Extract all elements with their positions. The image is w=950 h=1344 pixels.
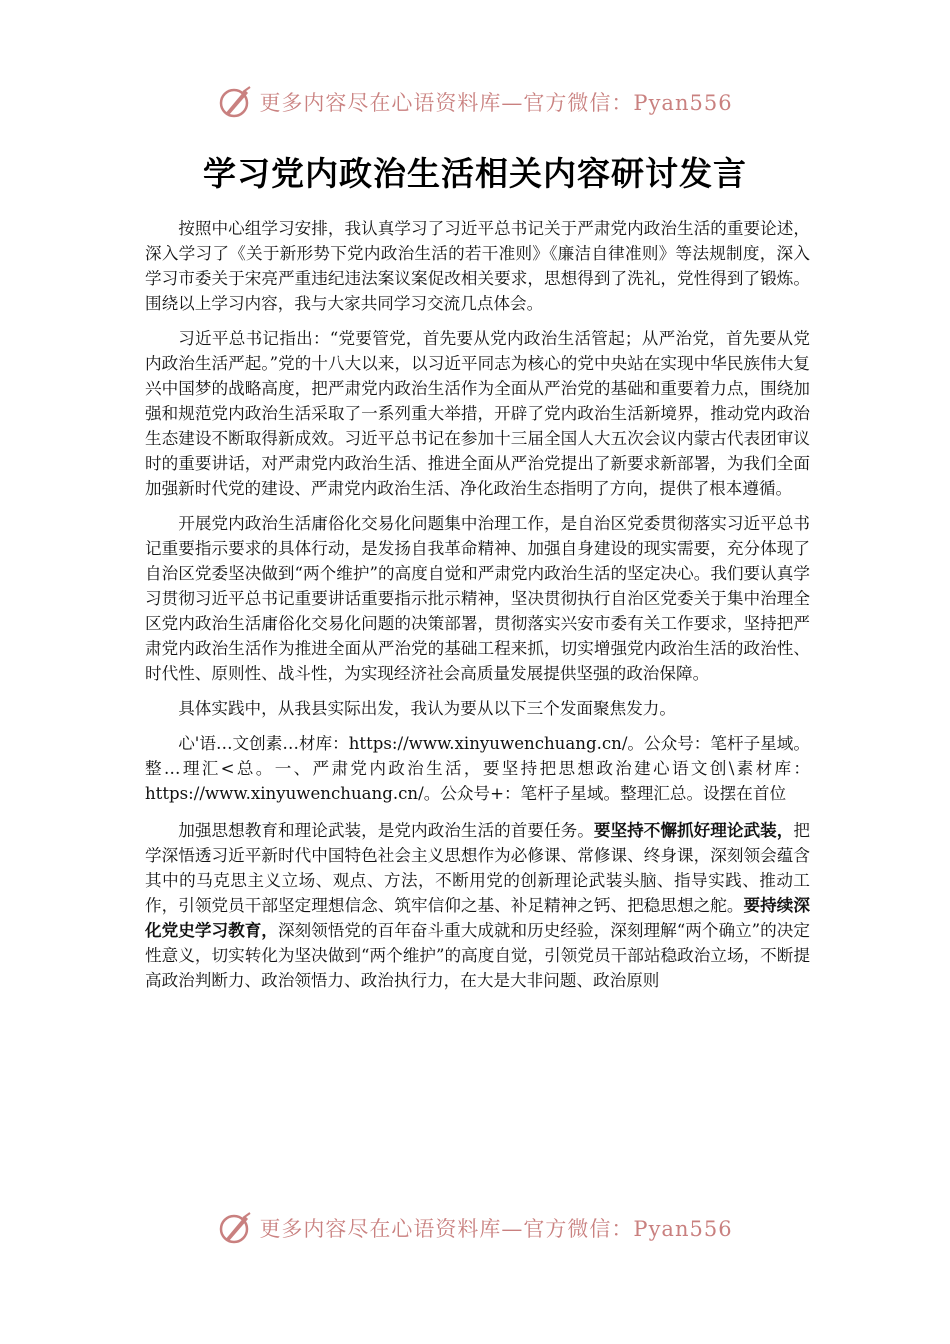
quill-logo-icon [217, 84, 253, 120]
paragraph-2: 习近平总书记指出：“党要管党，首先要从党内政治生活管起；从严治党，首先要从党内政治生活严起。”党的十八大以来，以习近平同志为核心的党中央站在实现中华民族伟大复兴中国梦的战略高度，把严肃党内政治生活作为全面从严治党的基础和重要着力点，围绕加强和规范党内政治生活采取了一系列重大举措，开辟了党内政治生活新境界，推动党内政治生态建设不断取得新成效。习近平总书记在参加十三届全国人大五次会议内蒙古代表团审议时的重要讲话，对严肃党内政治生活、推进全面从严治党提出了新要求新部署，为我们全面加强新时代党的建设、严肃党内政治生活、净化政治生态指明了方向，提供了根本遵循。 [145, 329, 810, 498]
paragraph-4: 具体实践中，从我县实际出发，我认为要从以下三个发面聚焦发力。 [178, 699, 676, 718]
paragraph-6-emphasis-2: 要持续深化党史学习教育， [145, 895, 811, 940]
paragraph-3: 开展党内政治生活庸俗化交易化问题集中治理工作，是自治区党委贯彻落实习近平总书记重要指示要求的具体行动，是发扬自我革命精神、加强自身建设的现实需要，充分体现了自治区党委坚决做到“两个维护”的高度自觉和严肃党内政治生活的坚定决心。我们要认真学习贯彻习近平总书记重要讲话重要指示批示精神，坚决贯彻执行自治区党委关于集中治理全区党内政治生活庸俗化交易化问题的决策部署，贯彻落实兴安市委有关工作要求，坚持把严肃党内政治生活作为推进全面从严治党的基础工程来抓，切实增强党内政治生活的政治性、时代性、原则性、战斗性，为实现经济社会高质量发展提供坚强的政治保障。 [145, 514, 810, 683]
paragraph-6-body-1: 把学深悟透习近平新时代中国特色社会主义思想作为必修课、常修课、终身课，深刻领会蕴含其中的马克思主义立场、观点、方法，不断用党的创新理论武装头脑、指导实践、推动工作，引领党员干部坚定理想信念、筑牢信仰之基、补足精神之钙、把稳思想之舵。 [145, 821, 810, 915]
footer-banner [0, 1210, 950, 1246]
paragraph-5: 心'语…文创素…材库：https://www.xinyuwenchuang.cn/。公众号：笔杆子星域。整…理汇<总。一、严肃党内政治生活，要坚持把思想政治建心语文创\素材库：https://www.xinyuwenchuang.cn/。公众号+：笔杆子星域。整理汇总。设摆在首位 [145, 734, 810, 803]
footer-banner-text: 更多内容尽在心语资料库—官方微信：Pyan556 [259, 1217, 733, 1241]
document-body [145, 216, 810, 1003]
header-banner [0, 84, 950, 120]
paragraph-6-body-2: 深刻领悟党的百年奋斗重大成就和历史经验，深刻理解“两个确立”的决定性意义，切实转化为坚决做到“两个维护”的高度自觉，引领党员干部站稳政治立场，不断提高政治判断力、政治领悟力、政治执行力，在大是大非问题、政治原则 [145, 921, 811, 990]
paragraph-6-lead: 加强思想教育和理论武装，是党内政治生活的首要任务。 [178, 821, 594, 840]
paragraph-6 [145, 818, 810, 993]
header-banner-text: 更多内容尽在心语资料库—官方微信：Pyan556 [259, 91, 733, 115]
paragraph-1: 按照中心组学习安排，我认真学习了习近平总书记关于严肃党内政治生活的重要论述，深入学习了《关于新形势下党内政治生活的若干准则》《廉洁自律准则》等法规制度，深入学习市委关于宋亮严重违纪违法案议案促改相关要求，思想得到了洗礼，党性得到了锻炼。围绕以上学习内容，我与大家共同学习交流几点体会。 [145, 219, 810, 313]
document-title: 学习党内政治生活相关内容研讨发言 [203, 154, 747, 193]
quill-logo-icon [217, 1210, 253, 1246]
paragraph-6-emphasis-1: 要坚持不懈抓好理论武装， [593, 820, 794, 840]
